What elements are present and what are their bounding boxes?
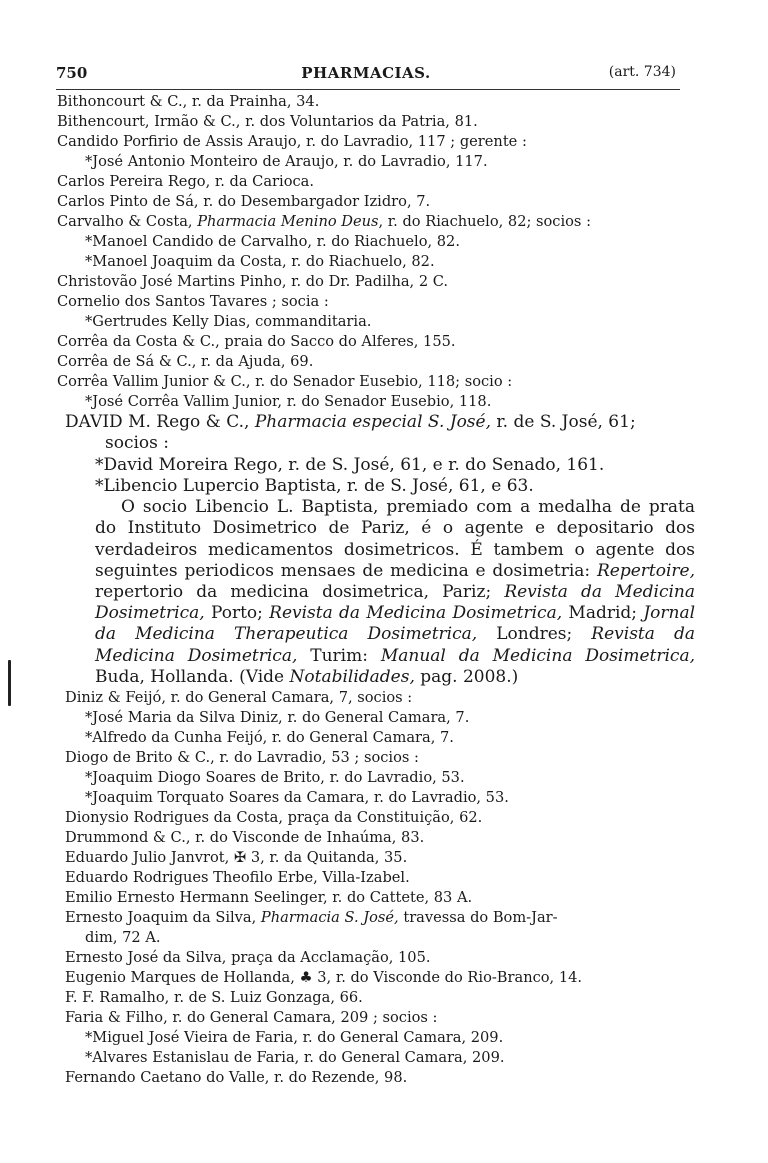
entry-address: r. de S. José, 61; [491,412,636,432]
periodical-title: Manual da Medicina Dosimetrica, [380,645,695,666]
pharmacy-name: Pharmacia S. José, [260,909,399,927]
entries-list [57,92,696,1088]
list-item: Diniz & Feijó, r. do General Camara, 7, socios : [65,689,413,707]
list-item-socio: *Alvares Estanislau de Faria, r. do General Camara, 209. [85,1049,505,1067]
para-text: Porto; [204,603,270,624]
para-text: O socio Libencio L. Baptista, premiado com a medalha de prata do Instituto Dosimetrico de Pariz, é o agente e depositario dos verdadeiros medicamentos dosimetricos. É tambem o agente dos seguintes periodicos mensaes de medicina e dosimetria: [95,497,695,581]
periodical-title: Jornal da Medicina Therapeutica Dosimetrica, [95,603,696,645]
list-item: Drummond & C., r. do Visconde de Inhaúma, 83. [65,829,425,847]
list-item-socio: *Alfredo da Cunha Feijó, r. do General Camara, 7. [85,729,454,747]
list-item: Eduardo Rodrigues Theofilo Erbe, Villa-Izabel. [65,869,410,887]
article-reference: (art. 734) [608,64,676,80]
periodical-title: Revista da Medicina Dosimetrica, [95,624,695,666]
para-text: Turim: [297,645,381,666]
list-item: Corrêa Vallim Junior & C., r. do Senador Eusebio, 118; socio : [57,373,513,390]
list-item-socio: *José Maria da Silva Diniz, r. do General Camara, 7. [85,709,470,727]
list-item [57,212,687,232]
list-item: Eduardo Julio Janvrot, ✠ 3, r. da Quitanda, 35. [65,849,408,867]
list-item-socio: *Manoel Candido de Carvalho, r. do Riachuelo, 82. [85,233,460,250]
list-item-continuation: dim, 72 A. [85,929,161,947]
periodical-title: Revista da Medicina Dosimetrica, [269,603,563,624]
para-text: pag. 2008.) [414,666,519,687]
list-item: Emilio Ernesto Hermann Seelinger, r. do Cattete, 83 A. [65,889,473,907]
list-item: Bithoncourt & C., r. da Prainha, 34. [57,93,320,110]
entry-name: Ernesto Joaquim da Silva, [65,909,261,927]
list-item: Corrêa de Sá & C., r. da Ajuda, 69. [57,353,314,370]
list-item: Faria & Filho, r. do General Camara, 209 ; socios : [65,1009,438,1027]
para-text: Londres; [477,624,592,645]
list-item: Bithencourt, Irmão & C., r. dos Voluntarios da Patria, 81. [57,113,478,130]
para-text: Buda, Hollanda. (Vide [95,666,290,687]
list-item: Diogo de Brito & C., r. do Lavradio, 53 ; socios : [65,749,419,767]
david-entry-head [57,412,687,433]
pharmacy-name: Pharmacia especial S. José, [254,412,491,432]
david-paragraph [57,497,695,688]
list-item: Cornelio dos Santos Tavares ; socia : [57,293,329,310]
list-item-socio: *Joaquim Diogo Soares de Brito, r. do Lavradio, 53. [85,769,465,787]
list-item: Eugenio Marques de Hollanda, ♣ 3, r. do Visconde do Rio-Branco, 14. [65,969,583,987]
list-item: Carlos Pinto de Sá, r. do Desembargador Izidro, 7. [57,193,431,210]
list-item-socio: *Miguel José Vieira de Faria, r. do General Camara, 209. [85,1029,504,1047]
list-item-socio: *David Moreira Rego, r. de S. José, 61, e r. do Senado, 161. [95,454,605,475]
list-item: F. F. Ramalho, r. de S. Luiz Gonzaga, 66. [65,989,363,1007]
list-item-socio: *José Antonio Monteiro de Araujo, r. do Lavradio, 117. [85,153,488,170]
list-item-socio: *José Corrêa Vallim Junior, r. do Senador Eusebio, 118. [85,393,492,410]
list-item: Christovão José Martins Pinho, r. do Dr. Padilha, 2 C. [57,273,449,290]
header-rule [56,89,680,90]
para-text: repertorio da medicina dosimetrica, Pariz; [95,582,505,602]
periodical-title: Revista da Medicina Dosimetrica, [95,582,696,624]
periodical-title: Repertoire, [596,560,695,581]
list-item: Dionysio Rodrigues da Costa, praça da Constituição, 62. [65,809,483,827]
list-item: Candido Porfirio de Assis Araujo, r. do Lavradio, 117 ; gerente : [57,133,527,150]
list-item-socio: *Manoel Joaquim da Costa, r. do Riachuelo, 82. [85,253,435,270]
list-item-socio: *Joaquim Torquato Soares da Camara, r. do Lavradio, 53. [85,789,509,807]
margin-mark [8,660,11,706]
page-number: 750 [56,64,88,82]
list-item [57,908,687,928]
list-item: Corrêa da Costa & C., praia do Sacco do Alferes, 155. [57,333,456,350]
list-item: Ernesto José da Silva, praça da Acclamação, 105. [65,949,431,967]
para-text: Madrid; [562,603,644,624]
entry-address: , r. do Riachuelo, 82; socios : [378,213,591,230]
list-item: Carlos Pereira Rego, r. da Carioca. [57,173,314,190]
periodical-title: Notabilidades, [289,666,415,687]
entry-name: DAVID M. Rego & C., [65,412,255,432]
list-item-socio: *Gertrudes Kelly Dias, commanditaria. [85,313,372,330]
list-item-socio: *Libencio Lupercio Baptista, r. de S. José, 61, e 63. [95,475,534,496]
david-socios-label: socios : [105,433,170,454]
list-item: Fernando Caetano do Valle, r. do Rezende, 98. [65,1069,408,1087]
entry-address: travessa do Bom-Jar- [398,909,558,927]
page-header [56,64,676,86]
entry-name: Carvalho & Costa, [57,213,198,230]
page-title: PHARMACIAS. [301,64,431,82]
pharmacy-name: Pharmacia Menino Deus [197,213,379,230]
